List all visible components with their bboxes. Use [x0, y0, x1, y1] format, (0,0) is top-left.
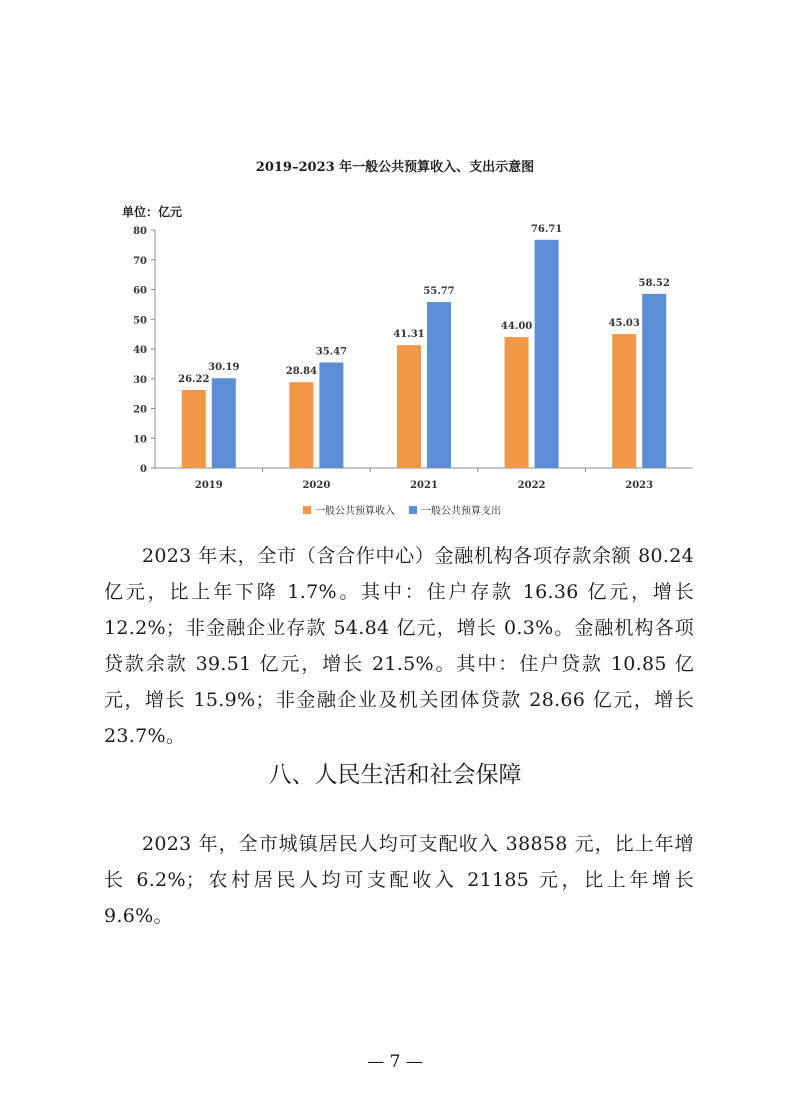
legend-label-revenue: 一般公共预算收入: [315, 506, 395, 517]
bar-expenditure-2023: [642, 294, 666, 468]
paragraph-finance: [104, 538, 694, 754]
legend-label-expenditure: 一般公共预算支出: [421, 506, 501, 517]
legend-item-revenue: [303, 502, 395, 517]
data-label-expenditure-2023: 58.52: [638, 277, 670, 289]
x-tick-label: 2019: [194, 480, 223, 491]
y-tick-label: 80: [133, 226, 147, 237]
data-label-revenue-2021: 41.31: [393, 329, 425, 341]
bar-revenue-2022: [505, 337, 529, 468]
unit-label: 单位：亿元: [122, 205, 183, 219]
chart-title: 2019–2023 年一般公共预算收入、支出示意图: [255, 160, 535, 175]
x-tick-label: 2020: [302, 480, 331, 491]
legend-swatch-revenue: [303, 506, 311, 514]
paragraph-income: [104, 826, 694, 934]
bar-revenue-2021: [397, 345, 421, 468]
bar-expenditure-2020: [319, 362, 343, 468]
data-label-revenue-2019: 26.22: [178, 373, 210, 385]
y-tick-label: 0: [140, 464, 147, 475]
bar-revenue-2019: [182, 390, 206, 468]
y-tick-label: 60: [133, 285, 147, 297]
x-tick-label: 2022: [517, 480, 546, 491]
legend-item-expenditure: [409, 502, 501, 517]
bar-chart: [0, 0, 790, 500]
data-label-revenue-2020: 28.84: [285, 366, 318, 378]
y-tick-label: 50: [133, 315, 147, 327]
paragraph-income-text: 2023 年，全市城镇居民人均可支配收入 38858 元，比上年增长 6.2%；农村居民人均可支配收入 21185 元，比上年增长 9.6%。: [104, 833, 694, 927]
x-tick-label: 2021: [410, 480, 438, 491]
x-tick-label: 2023: [625, 480, 654, 491]
page-number: — 7 —: [367, 1052, 423, 1072]
paragraph-finance-text: 2023 年末，全市（含合作中心）金融机构各项存款余额 80.24 亿元，比上年下降 1.7%。其中：住户存款 16.36 亿元，增长 12.2%；非金融企业存款 54.84 亿元，增长 0.3%。金融机构各项贷款余款 39.51 亿元，增长 21.5%。其中：住户贷款 10.85 亿元，增长 15.9%；非金融企业及机关团体贷款 28.66 亿元，增长 23.7%。: [104, 545, 694, 747]
bar-expenditure-2021: [427, 302, 451, 468]
y-tick-label: 10: [133, 434, 147, 446]
section-heading: 八、人民生活和社会保障: [268, 762, 522, 788]
bar-revenue-2020: [289, 382, 313, 468]
legend-swatch-expenditure: [409, 506, 417, 514]
y-tick-label: 30: [133, 374, 147, 386]
data-label-expenditure-2022: 76.71: [530, 223, 563, 235]
bar-expenditure-2019: [212, 378, 236, 468]
data-label-expenditure-2021: 55.77: [423, 286, 455, 298]
bar-expenditure-2022: [535, 240, 559, 468]
data-label-expenditure-2020: 35.47: [315, 346, 348, 358]
data-label-expenditure-2019: 30.19: [208, 362, 240, 374]
data-label-revenue-2022: 44.00: [500, 321, 533, 333]
y-tick-label: 40: [133, 345, 147, 356]
y-tick-label: 20: [133, 404, 147, 416]
bar-revenue-2023: [612, 334, 636, 468]
y-tick-label: 70: [133, 255, 147, 267]
data-label-revenue-2023: 45.03: [608, 318, 640, 330]
chart-legend: [303, 502, 501, 517]
